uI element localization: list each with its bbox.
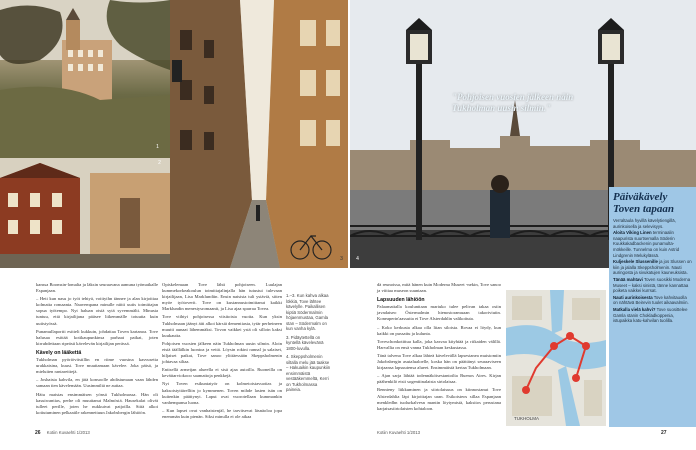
photo-captions: [286, 293, 332, 396]
sidebar-intro: Verraltaula hyvillä kävelytiengillä, aurinkoisella ja selevisyys.: [613, 218, 676, 229]
caption: 4. Skeppsholmenin siltalla melu jää taakse – Hakuaikin kaupunkiin ensimmäistä vestääkemmeltä, Kerri on Tukholmassa paineia.: [286, 354, 331, 392]
paragraph: Nyt Toven esikuntatyör on kolmetoistavuotias ja kaksoistyttärelliin jo kymmenen. Toven mihde lasten isän on kuitenkin päättynyt. Laput ovat vuorotellaan kummankin vanhempansa luona.: [162, 381, 282, 405]
sidebar-tip-body: Toven suosikki Moderna Museet – kaksi sinistä, tänne kannattaa poiketa vaikkei kurrsat.: [613, 276, 691, 294]
route-map: [506, 290, 606, 426]
paragraph: – Kun lapset ovat vanhaistenjäl, he tarvitsevat läsnäoloa jopa enemmän kuin pienän. Siksi minulla ei ole aikaa: [162, 407, 282, 419]
map-label: TUKHOLMA: [514, 416, 540, 421]
sidebar-tip-body: ja jos Slussen on kiin ja jalalla Skeppsholmenin. Nauti auringosta ja sivukatujen kauneuksista.: [613, 259, 692, 276]
sidebar-tip-body: Tove suosittelee Gamla stanin Chokladkoppenia, istupaikka katu-kahvilan tuolilla.: [613, 306, 688, 324]
sidebar-tip-head: Matkalla vielä kahvi?: [613, 306, 656, 312]
sidebar-tip: [613, 307, 692, 324]
photo-number: 2: [158, 160, 161, 166]
photo-number: 4: [356, 256, 359, 262]
sidebar-body: [613, 218, 692, 324]
section-subheading: Kävely on lääkettä: [36, 349, 82, 356]
folio-text: Kotiin Kuvaehti 1/2013: [377, 430, 421, 435]
paragraph: Palaamattalla koulunttaan mariuko tulee pelivan takaa osiin javadaiseo Östermalmin hienostoramuaan takoriviutin. Koneaperin'aassutta ei Tove Alsterdahlin valikoituta.: [377, 304, 501, 322]
paragraph: – Joshaista kahvila, en jätä konsoolle ahdistumaan vaan lähden samaan tien kävelemään. Uusimmiltä ne auttaa.: [36, 377, 158, 389]
page-number: 27: [661, 430, 667, 436]
sidebar-tip-head: Tänää mahtavi: [613, 276, 643, 282]
paragraph: dä reunoissa, mitä hänen kuin Moderna Museet -nekin, Tove sanoo ja viittaa museon suuntaan.: [377, 282, 501, 294]
photo-number: 1: [156, 144, 159, 150]
paragraph: – Heti kun nasu jo työt tehtyä, voittyihn tännee ja alan kirjoittaa kolmatta romaania. Naavempana minulle niitti uutis toimittajan sopua työtempo. Nyt haluan otsiä sytä syvemmälti. Minusta tuntuu, että kirjailijana pääsee liikemmälle totuutta kuin uutistyössä.: [36, 296, 158, 326]
paragraph: Pohjoisen vuosien jälkeen näin Tukholman uusin silmin. Aloin etsiä täällälkin luontoa ja vettä. Löysin rokini rannal ja salaiset, hiljaiset paikat, Tove sanoo ylittäessään Skeppsholmenin johtavaa siltaa.: [162, 340, 282, 365]
sidebar-tip: [613, 277, 692, 294]
paragraph: Punamullaportti esitteli kukkuin, johdattaa Toven kartanoa. Tove halusaa esittää kotikaupunkinsa parhaat paikat, joten kirrubdettaan ripeästi kävelevän kirjailijan perässä.: [36, 328, 158, 346]
right-folio-number: [656, 430, 672, 436]
paragraph: Häiu maistas ensimmäisen yönsä Tukholmassa. Hän oli kasuiwantias, perhe oli muuttanut Malmöstä. Hausekalat olivät tulleet perille, joten he nukkuivat patjoilla. Siitä alkoi kotiutuminen pelkaaiile rakennettuun Jakobsbergin lähiöön.: [36, 391, 158, 415]
paragraph: Entisellä armeijan alueella ei sisä ajaa autoilla. Ruoneilla on kevättarviokooo saamattoja penkkejä.: [162, 367, 282, 379]
caption: 1.–3. Kun kahva alkaa lökkiä, Tove lähtee kävelylle. Paikallisen kiptiä Södermalmin höjaenmustaa, Gamla stan – Södermalm on kun vanha kylä.: [286, 293, 329, 331]
sidebar-tip: [613, 259, 692, 276]
paragraph: Tove viihtyi pohjoisessa viisitoista vuotta. Kun yksin Tukholmaan jäänyt äiti alkoi kärsiä dementiasta, tytär perheineen muutti aunaat lähemmäksi. Tovon vaikkei ystä oli silloin kaksi kuukautta.: [162, 314, 282, 338]
pull-quote: "Pohjoisen vuosien jälkeen näin Tukholman uusin silmin.": [452, 92, 574, 113]
paragraph: Toveschonkotittua kalla, joka kasvaa kityhtää ja riikaiden välillä. Harvallia on ensä vanna Tukholman keskustassa.: [377, 338, 501, 350]
right-folio: [377, 430, 420, 435]
photo-narrow-alley: [170, 0, 348, 268]
walking-tips-sidebar: [609, 187, 696, 427]
sidebar-tip-head: Nauti aurinkoisesta: [613, 294, 653, 300]
folio-text: Kotiin Kuvaehti 1/2013: [46, 430, 90, 435]
paragraph: Tukholman pyöriövitstillin en riime vuosina kasvusetta urakkaisina, kuusi. Tove muuttamaan kävelee. Joka pätsä, ja mieluiten rantareittejä.: [36, 357, 158, 375]
sidebar-tip: [613, 230, 692, 258]
sidebar-tip-head: Kuljeskele Slussenille: [613, 259, 658, 265]
page-gutter: [348, 0, 350, 450]
left-folio: [30, 430, 90, 436]
paragraph: Tänä talvena Tove alkaa lähteä kävelevällä lapsestanea muistomiin Jakobsbergin asutalualoelle, koska hän on päättänyt seuraaviseen kirjaansa lapsuutensa alueet. Ensimmäistä kertaa Tukholmaan.: [377, 352, 501, 371]
sidebar-tip: [613, 295, 692, 306]
paragraph: kanssa Boomsin-lomalta ja läksin seuraavana aamuna työmatkalle Espanjaan.: [36, 282, 158, 294]
right-page-column-1: [377, 282, 501, 414]
paragraph: Bennieny liikkuminen ja siirtolaisuus on kiinnostanut Tove Alsterdahlia läpi kirjoittajan uran. Esikoisteos sillaa Espanjaan menkledhn tuolurkalvesn mantin löytymistä, kaksitos perustana karjaisasiirtolaisten kohtaloon.: [377, 387, 501, 411]
left-page-column-1: [36, 282, 158, 418]
photo-red-wooden-houses: [0, 158, 170, 268]
sidebar-tip-head: Aloita Viking Linen: [613, 230, 652, 236]
paragraph: – Koko kerkusta alkaa olla liian siloista. Rovaa ei löydy, kun kaikki on pussattu ja kulunta.: [377, 324, 501, 336]
paragraph: – Ajan sarja lähtää todennäköisestantoilta Buenos Aires. Kirjan päähenkilö etsii sogentiinalaista sirtolaisaa.: [377, 373, 501, 385]
photo-old-town-square: [0, 0, 170, 158]
photo-number: 3: [340, 256, 343, 262]
sidebar-tip-body: terminaalin naapurista suurtsemalla Söderin Kuukkakadbackenin punamulta-mökkeille. Tunnelma on kuin Astrid Lindgrenin Melukylässä.: [613, 230, 680, 258]
caption: 3. Pidäytettellä on kyntellä kävelevänä 1800-luvulla.: [286, 334, 324, 351]
sidebar-title: Päiväkävely Toven tapaan: [613, 191, 675, 215]
sidebar-tip-body: Tove kahvitauolla on nähtävä Beirevin tuulet aikaavalmiin.: [613, 294, 689, 306]
paragraph: Opiskelemaan Tove lähti pohjoiseen. Luulajan kummekorkeakoulun toimittajalinjalla hän tutustui tulevaan kirjailijaan, Lisa Marklundiin. Ensin naisista tuli ystäviä, sitten myöe työtoverit. Tove on kustannustoimittanut kaikki Marklundin menestysromaanit, ja Lisa ajaa sparraa Tovea.: [162, 282, 282, 312]
page-number: 26: [35, 430, 41, 436]
section-subheading: Lapsuuden lähiöön: [377, 297, 425, 304]
left-page-column-2: [162, 282, 282, 422]
